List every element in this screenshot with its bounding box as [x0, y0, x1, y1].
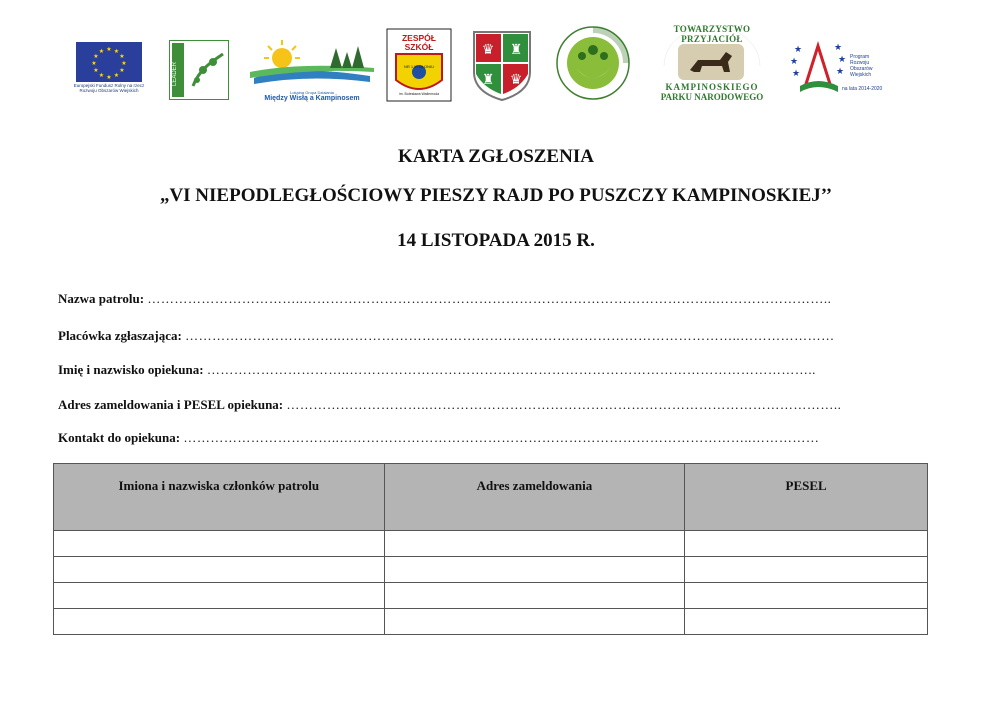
column-header-label: Adres zameldowania: [476, 478, 593, 493]
table-cell[interactable]: [54, 557, 385, 583]
svg-text:★: ★: [113, 72, 120, 79]
center-seal-logo: [556, 26, 630, 100]
prow-line-3: Obszarów: [850, 66, 873, 72]
svg-text:★: ★: [833, 43, 843, 53]
prow-years: na lata 2014-2020: [842, 86, 883, 92]
municipal-crest-icon: [470, 28, 534, 102]
prow-logo: [788, 36, 848, 98]
field-label: Placówka zgłaszająca:: [58, 328, 182, 343]
event-date: 14 LISTOPADA 2015 R.: [397, 230, 595, 251]
prow-line-1: Program: [850, 54, 870, 60]
leader-text: LEADER: [172, 62, 178, 87]
svg-text:♜: ♜: [509, 42, 523, 58]
svg-text:★: ★: [113, 48, 120, 55]
kampinos-bottom-text-2: PARKU NARODOWEGO: [660, 92, 764, 102]
field-dots: ……………………………..……………………………………………………………………………..…………………: [185, 328, 835, 343]
lgd-caption-line2: Między Wisłą a Kampinosem: [264, 95, 360, 102]
table-row: [54, 609, 928, 635]
svg-text:★: ★: [793, 45, 803, 55]
lgd-caption-line1: Lokalna Grupa Działania: [290, 90, 334, 95]
table-row: [54, 557, 928, 583]
table-cell[interactable]: [384, 531, 685, 557]
svg-text:★: ★: [835, 67, 845, 77]
field-label: Adres zameldowania i PESEL opiekuna:: [58, 397, 284, 412]
table-cell[interactable]: [685, 531, 928, 557]
column-header-label: Imiona i nazwiska członków patrolu: [118, 478, 320, 493]
prow-stars-icon: [788, 36, 848, 98]
members-table: [53, 463, 928, 635]
svg-text:★: ★: [837, 55, 847, 65]
lgd-landscape-icon: [250, 38, 374, 90]
kampinos-top-text: TOWARZYSTWO PRZYJACIÓŁ: [673, 24, 751, 44]
field-label: Kontakt do opiekuna:: [58, 430, 181, 445]
table-header-row: [54, 464, 928, 531]
field-label: Nazwa patrolu:: [58, 291, 145, 306]
school-crest-logo: [386, 28, 452, 102]
table-cell[interactable]: [54, 583, 385, 609]
kampinos-park-logo: [650, 22, 774, 104]
svg-text:★: ★: [119, 53, 125, 60]
table-row: [54, 583, 928, 609]
school-crest-bottom-text: im. Bolesława Wallenroda: [398, 92, 440, 96]
eu-flag-icon: [76, 42, 142, 82]
column-header-label: PESEL: [785, 478, 827, 493]
field-dots: …………………………..………………………………………………………………………………..: [286, 397, 842, 412]
svg-text:♜: ♜: [481, 72, 495, 88]
svg-text:★: ★: [91, 60, 97, 67]
table-cell[interactable]: [384, 609, 685, 635]
field-dots: ……………………………..………………………………………………………………………………..……………………..: [147, 291, 832, 306]
column-header-pesel: [685, 464, 928, 531]
center-seal-icon: [556, 26, 630, 100]
svg-text:★: ★: [98, 72, 105, 79]
prow-line-2: Rozwoju: [850, 60, 870, 66]
svg-text:★: ★: [106, 46, 112, 53]
eu-caption: [56, 83, 162, 93]
svg-text:★: ★: [791, 69, 801, 79]
field-dots: …………………………..…………………………………………………………………………………………..: [206, 362, 816, 377]
event-title: „VI NIEPODLEGŁOŚCIOWY PIESZY RAJD PO PUSZCZY KAMPINOSKIEJ’’: [159, 185, 833, 206]
table-row: [54, 531, 928, 557]
school-crest-mid-text: NR 1 W BŁONIU: [403, 64, 434, 69]
school-crest-top-text: ZESPÓŁ SZKÓŁ: [401, 33, 436, 52]
table-cell[interactable]: [685, 609, 928, 635]
form-title: KARTA ZGŁOSZENIA: [398, 146, 594, 167]
field-dots: ……………………………..………………………………………………………………………………..……………: [183, 430, 820, 445]
svg-text:★: ★: [789, 57, 799, 67]
column-header-address: [384, 464, 685, 531]
svg-text:★: ★: [121, 60, 127, 67]
svg-text:★: ★: [98, 48, 105, 55]
svg-text:♛: ♛: [481, 42, 495, 58]
eu-flag-logo: [76, 42, 142, 82]
field-institution[interactable]: [58, 328, 938, 344]
field-guardian-name[interactable]: [58, 362, 938, 378]
column-header-names: [54, 464, 385, 531]
prow-text: [850, 54, 873, 78]
table-cell[interactable]: [54, 531, 385, 557]
field-guardian-contact[interactable]: [58, 430, 938, 446]
lgd-logo: [250, 38, 374, 90]
kampinos-bottom-text-1: KAMPINOSKIEGO: [665, 82, 759, 92]
table-cell[interactable]: [685, 583, 928, 609]
prow-line-4: Wiejskich: [850, 72, 872, 78]
eu-caption-line1: Europejski Fundusz Rolny na rzecz: [73, 83, 145, 88]
municipal-crest-logo: [470, 28, 534, 102]
table-cell[interactable]: [384, 583, 685, 609]
lgd-caption: [250, 90, 374, 103]
table-cell[interactable]: [54, 609, 385, 635]
svg-text:★: ★: [106, 74, 112, 81]
field-patrol-name[interactable]: [58, 291, 938, 307]
field-guardian-address-pesel[interactable]: [58, 397, 938, 413]
leader-logo: [169, 40, 229, 100]
logo-strip: [0, 0, 992, 110]
svg-text:★: ★: [93, 67, 99, 74]
svg-text:★: ★: [119, 67, 125, 74]
svg-text:♛: ♛: [509, 72, 523, 88]
table-cell[interactable]: [384, 557, 685, 583]
field-label: Imię i nazwisko opiekuna:: [58, 362, 204, 377]
eu-caption-line2: Rozwoju Obszarów Wiejskich: [79, 88, 139, 93]
table-cell[interactable]: [685, 557, 928, 583]
svg-text:★: ★: [93, 53, 99, 60]
